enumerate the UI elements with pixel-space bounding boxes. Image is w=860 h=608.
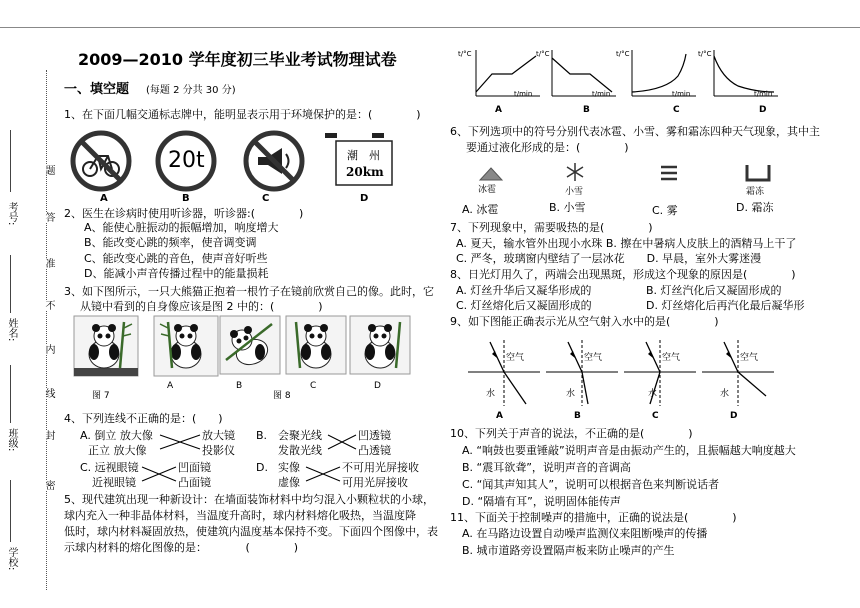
q4-b-left1: 会聚光线	[278, 429, 322, 442]
q6-line1: 6、下列选项中的符号分别代表冰雹、小雪、雾和霜冻四种天气现象，其中主	[450, 125, 820, 138]
page-title: 2009—2010 学年度初三毕业考试物理试卷	[78, 50, 397, 69]
q4-c-right2: 凸面镜	[178, 476, 211, 489]
class-line	[10, 365, 11, 423]
refraction-c	[624, 336, 696, 408]
graph-c-ylabel: t/°C	[616, 50, 630, 58]
weight-limit-text: 20t	[168, 148, 205, 173]
graph-b-ylabel: t/°C	[536, 50, 550, 58]
q8-text: 8、日光灯用久了，两端会出现黑斑，形成这个现象的原因是( )	[450, 268, 796, 281]
q1-text: 1、在下面几幅交通标志牌中，能明显表示用于环境保护的是：( )	[64, 108, 421, 121]
q10-option-c: C. “闻其声知其人”，说明可以根据音色来判断说话者	[462, 478, 720, 491]
q4-d-lines	[306, 466, 340, 482]
fig8-caption: 图 8	[273, 391, 291, 401]
q3-label-d: D	[374, 381, 381, 391]
fog-icon	[660, 164, 678, 186]
q3-label-a: A	[167, 381, 174, 391]
seal-char: 不	[43, 300, 54, 310]
q7-text: 7、下列现象中，需要吸热的是( )	[450, 221, 653, 234]
q3-label-c: C	[310, 381, 317, 391]
top-rule	[0, 27, 860, 28]
q2-option-b: B、能改变心跳的频率，使音调变调	[84, 236, 257, 249]
panda-image	[154, 316, 218, 376]
q6-option-d: D. 霜冻	[736, 201, 774, 214]
water-label-b: 水	[566, 389, 576, 399]
air-label-a: 空气	[506, 353, 525, 363]
water-label-c: 水	[648, 389, 658, 399]
q11-option-a: A. 在马路边设置自动噪声监测仪来阻断噪声的传播	[462, 527, 708, 540]
q1-label-d: D	[360, 193, 369, 204]
q10-text: 10、下列关于声音的说法，不正确的是( )	[450, 427, 693, 440]
graph-a-ylabel: t/°C	[458, 50, 472, 58]
frost-icon	[745, 164, 771, 182]
q4-d-label: D.	[256, 461, 268, 474]
water-label-d: 水	[720, 389, 730, 399]
q4-b-right1: 凹透镜	[358, 429, 391, 442]
snow-icon	[565, 162, 585, 182]
refraction-d	[702, 336, 774, 408]
section-note: (每题 2 分共 30 分)	[146, 85, 236, 96]
q2-option-c: C、能改变心跳的音色，使声音好听些	[84, 252, 268, 265]
graph-label-b: B	[583, 105, 590, 115]
seal-char: 内	[43, 344, 54, 354]
q9-label-a: A	[496, 411, 503, 421]
distance-sign-city: 潮 州	[347, 149, 380, 162]
seal-char: 准	[43, 258, 54, 268]
q11-option-b: B. 城市道路旁设置隔声板来防止噪声的产生	[462, 544, 675, 557]
hail-icon	[478, 166, 504, 182]
q4-d-left2: 虚像	[278, 476, 300, 489]
name-line	[10, 255, 11, 313]
q9-label-b: B	[574, 411, 581, 421]
q4-a-left2: 正立 放大像	[88, 444, 147, 457]
air-label-b: 空气	[584, 353, 603, 363]
seal-char: 密	[43, 480, 54, 490]
graph-label-a: A	[495, 105, 502, 115]
q4-b-left2: 发散光线	[278, 444, 322, 457]
q8-option-a: A. 灯丝升华后又凝华形成的	[456, 284, 592, 297]
q8-option-c: C. 灯丝熔化后又凝固形成的	[456, 299, 592, 312]
q4-b-label: B.	[256, 429, 268, 442]
q10-option-a: A. “响鼓也要重锤敲”说明声音是由振动产生的，且振幅越大响度越大	[462, 444, 796, 457]
q5-line4: 示球内材料的熔化图像的是： ( )	[64, 541, 299, 554]
q6-option-b: B. 小雪	[549, 201, 586, 214]
q1-label-b: B	[182, 193, 190, 204]
q10-option-d: D. “隔墙有耳”，说明固体能传声	[462, 495, 621, 508]
q5-line1: 5、现代建筑出现一种新设计：在墙面装饰材料中均匀混入小颗粒状的小球，	[64, 493, 434, 506]
q3-label-b: B	[236, 381, 243, 391]
q3-line1: 3、如下图所示，一只大熊猫正抱着一根竹子在镜前欣赏自己的像。此时，它	[64, 285, 434, 298]
q4-a-right1: 放大镜	[202, 429, 235, 442]
panda-image	[220, 316, 280, 374]
panda-image	[74, 316, 138, 376]
graph-label-d: D	[759, 105, 767, 115]
q11-text: 11、下面关于控制噪声的措施中，正确的说法是( )	[450, 511, 737, 524]
number-label: 考号:	[6, 202, 17, 226]
seal-char: 线	[43, 388, 54, 398]
q3-line2: 从镜中看到的自身像应该是图 2 中的：( )	[80, 300, 323, 313]
graph-b-xlabel: t/min	[592, 90, 611, 98]
q4-d-right1: 不可用光屏接收	[342, 461, 419, 474]
q6-line2: 要通过液化形成的是：( )	[466, 141, 629, 154]
dotted-line	[46, 70, 47, 590]
q4-b-right2: 凸透镜	[358, 444, 391, 457]
q4-a-left1: A. 倒立 放大像	[80, 429, 153, 442]
q7-option-cd: C. 严冬，玻璃窗内壁结了一层冰花 D. 早晨，室外大雾迷漫	[456, 252, 762, 265]
graph-c-xlabel: t/min	[672, 90, 691, 98]
no-horn-sign	[242, 130, 306, 192]
q1-label-a: A	[100, 193, 108, 204]
q2-option-d: D、能减小声音传播过程中的能量损耗	[84, 267, 269, 280]
q6-option-c: C. 雾	[652, 204, 678, 217]
q4-a-right2: 投影仪	[202, 444, 235, 457]
seal-char: 题	[43, 165, 54, 175]
q9-text: 9、如下图能正确表示光从空气射入水中的是( )	[450, 315, 719, 328]
q4-text: 4、下列连线不正确的是：( )	[64, 412, 223, 425]
q6-option-a: A. 冰雹	[462, 203, 499, 216]
air-label-c: 空气	[662, 353, 681, 363]
seal-char: 封	[43, 430, 54, 440]
hail-caption: 冰雹	[478, 185, 497, 195]
no-bicycle-sign	[70, 130, 132, 192]
graph-a-xlabel: t/min	[514, 90, 533, 98]
q9-label-c: C	[652, 411, 659, 421]
q1-label-c: C	[262, 193, 270, 204]
panda-image	[286, 316, 346, 374]
fig7-caption: 图 7	[92, 391, 110, 401]
q9-label-d: D	[730, 411, 738, 421]
graph-label-c: C	[673, 105, 680, 115]
q7-option-ab: A. 夏天，输水管外出现小水珠 B. 擦在中暑病人皮肤上的酒精马上干了	[456, 237, 797, 250]
q4-c-left2: 近视眼镜	[92, 476, 136, 489]
refraction-a	[468, 336, 540, 408]
q8-option-d: D. 灯丝熔化后再汽化最后凝华形	[646, 299, 805, 312]
distance-sign-km: 20km	[346, 165, 384, 179]
panda-image	[350, 316, 410, 374]
distance-sign	[322, 133, 398, 191]
q4-b-lines	[328, 434, 356, 450]
graph-d-ylabel: t/°C	[698, 50, 712, 58]
name-label: 姓名:	[6, 318, 17, 342]
frost-caption: 霜冻	[746, 187, 765, 197]
q4-c-right1: 凹面镜	[178, 461, 211, 474]
snow-caption: 小雪	[565, 187, 584, 197]
seal-char: 答	[43, 212, 54, 222]
q5-line2: 球内充入一种非晶体材料，当温度升高时，球内材料熔化吸热，当温度降	[64, 509, 416, 522]
graph-d-xlabel: t/min	[754, 90, 773, 98]
q8-option-b: B. 灯丝汽化后又凝固形成的	[646, 284, 782, 297]
air-label-d: 空气	[740, 353, 759, 363]
q4-c-lines	[142, 466, 176, 482]
q4-d-left1: 实像	[278, 461, 300, 474]
section-heading: 一、填空题	[64, 82, 130, 97]
q4-d-right2: 可用光屏接收	[342, 476, 408, 489]
school-label: 学校:	[6, 547, 17, 571]
q4-a-lines	[160, 434, 200, 450]
refraction-b	[546, 336, 618, 408]
school-line	[10, 480, 11, 542]
q10-option-b: B. “震耳欲聋”，说明声音的音调高	[462, 461, 631, 474]
class-label: 班级:	[6, 428, 17, 452]
q2-text: 2、医生在诊病时使用听诊器，听诊器:( )	[64, 207, 304, 220]
number-line	[10, 130, 11, 192]
q5-line3: 低时，球内材料凝固放热，使建筑内温度基本保持不变。下面四个图像中，表	[64, 525, 438, 538]
q4-c-left1: C. 远视眼镜	[80, 461, 139, 474]
q2-option-a: A、能使心脏振动的振幅增加，响度增大	[84, 221, 279, 234]
water-label-a: 水	[486, 389, 496, 399]
